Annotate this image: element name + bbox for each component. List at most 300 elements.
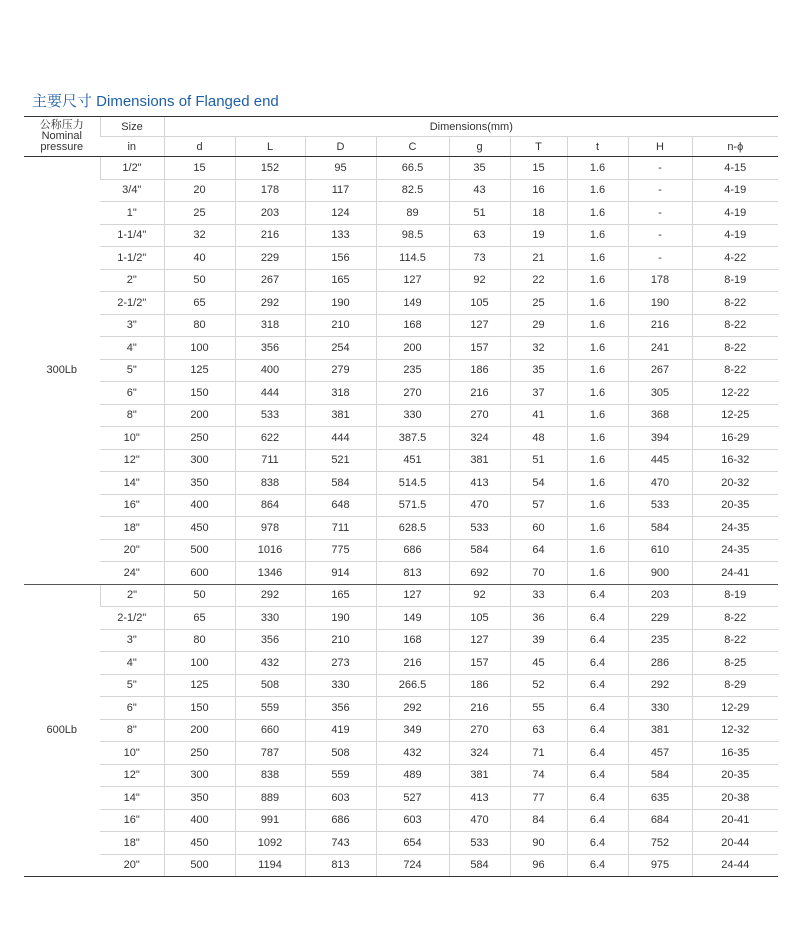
table-cell: 190 — [305, 607, 376, 630]
table-cell: 203 — [628, 584, 692, 607]
table-cell: 419 — [305, 719, 376, 742]
table-cell: 1.6 — [567, 337, 628, 360]
table-cell: 571.5 — [376, 494, 449, 517]
table-cell: 32 — [164, 224, 235, 247]
table-cell: 114.5 — [376, 247, 449, 270]
table-row — [24, 629, 778, 652]
table-cell: 157 — [449, 337, 510, 360]
table-cell: 40 — [164, 247, 235, 270]
table-cell: 77 — [510, 787, 567, 810]
header-size: Size — [100, 117, 164, 137]
table-cell: 270 — [376, 382, 449, 405]
table-cell: 6.4 — [567, 764, 628, 787]
table-cell: 210 — [305, 314, 376, 337]
table-cell: 250 — [164, 742, 235, 765]
table-cell: 305 — [628, 382, 692, 405]
table-cell: 889 — [235, 787, 305, 810]
table-cell: 4-22 — [692, 247, 778, 270]
table-cell: 584 — [449, 539, 510, 562]
size-cell: 18" — [100, 517, 164, 540]
table-cell: 743 — [305, 832, 376, 855]
table-cell: 1194 — [235, 854, 305, 877]
table-cell: - — [628, 157, 692, 180]
table-cell: 273 — [305, 652, 376, 675]
table-cell: - — [628, 224, 692, 247]
table-cell: 1.6 — [567, 292, 628, 315]
table-cell: 8-19 — [692, 269, 778, 292]
table-cell: 8-22 — [692, 292, 778, 315]
size-cell: 3" — [100, 629, 164, 652]
table-cell: 6.4 — [567, 809, 628, 832]
table-cell: 200 — [164, 719, 235, 742]
table-cell: 900 — [628, 562, 692, 585]
table-cell: 350 — [164, 787, 235, 810]
size-cell: 18" — [100, 832, 164, 855]
table-cell: 813 — [376, 562, 449, 585]
table-cell: 489 — [376, 764, 449, 787]
table-cell: 684 — [628, 809, 692, 832]
table-cell: 20-35 — [692, 764, 778, 787]
table-cell: 267 — [628, 359, 692, 382]
size-cell: 16" — [100, 494, 164, 517]
table-row — [24, 584, 778, 607]
table-cell: 1.6 — [567, 517, 628, 540]
table-cell: 210 — [305, 629, 376, 652]
table-cell: 400 — [235, 359, 305, 382]
table-cell: 603 — [305, 787, 376, 810]
table-row — [24, 247, 778, 270]
table-cell: 48 — [510, 427, 567, 450]
table-cell: 559 — [305, 764, 376, 787]
table-cell: 648 — [305, 494, 376, 517]
table-cell: 356 — [235, 337, 305, 360]
size-cell: 5" — [100, 674, 164, 697]
table-cell: 8-22 — [692, 607, 778, 630]
table-cell: 4-15 — [692, 157, 778, 180]
table-cell: 157 — [449, 652, 510, 675]
table-cell: 200 — [164, 404, 235, 427]
table-cell: 25 — [510, 292, 567, 315]
table-cell: 450 — [164, 517, 235, 540]
size-cell: 3/4" — [100, 179, 164, 202]
table-row — [24, 427, 778, 450]
table-cell: 57 — [510, 494, 567, 517]
table-cell: 451 — [376, 449, 449, 472]
table-cell: 24-35 — [692, 539, 778, 562]
table-cell: 1.6 — [567, 179, 628, 202]
table-cell: 216 — [235, 224, 305, 247]
table-cell: 90 — [510, 832, 567, 855]
table-cell: 387.5 — [376, 427, 449, 450]
table-cell: 711 — [235, 449, 305, 472]
table-cell: 521 — [305, 449, 376, 472]
table-cell: 533 — [235, 404, 305, 427]
table-row — [24, 539, 778, 562]
table-cell: 1.6 — [567, 539, 628, 562]
table-cell: 292 — [235, 292, 305, 315]
table-cell: 35 — [510, 359, 567, 382]
table-cell: 1.6 — [567, 494, 628, 517]
table-cell: 80 — [164, 314, 235, 337]
table-cell: 216 — [449, 697, 510, 720]
table-cell: 4-19 — [692, 224, 778, 247]
table-cell: 241 — [628, 337, 692, 360]
table-cell: 1.6 — [567, 449, 628, 472]
size-cell: 4" — [100, 652, 164, 675]
table-cell: 16-35 — [692, 742, 778, 765]
header-col-7: H — [628, 137, 692, 157]
table-cell: 8-25 — [692, 652, 778, 675]
table-cell: 444 — [235, 382, 305, 405]
table-cell: 686 — [376, 539, 449, 562]
size-cell: 20" — [100, 854, 164, 877]
size-cell: 12" — [100, 449, 164, 472]
size-cell: 2" — [100, 269, 164, 292]
header-col-0: d — [164, 137, 235, 157]
table-cell: 394 — [628, 427, 692, 450]
table-cell: 82.5 — [376, 179, 449, 202]
table-cell: 1.6 — [567, 202, 628, 225]
size-cell: 6" — [100, 697, 164, 720]
pressure-group — [24, 157, 778, 585]
table-cell: 12-32 — [692, 719, 778, 742]
table-cell: 533 — [449, 832, 510, 855]
table-cell: 4-19 — [692, 202, 778, 225]
table-cell: 8-22 — [692, 314, 778, 337]
table-cell: 71 — [510, 742, 567, 765]
header-col-6: t — [567, 137, 628, 157]
table-row — [24, 764, 778, 787]
table-cell: 514.5 — [376, 472, 449, 495]
table-row — [24, 652, 778, 675]
table-row — [24, 607, 778, 630]
table-cell: 54 — [510, 472, 567, 495]
table-cell: 8-22 — [692, 629, 778, 652]
size-cell: 24" — [100, 562, 164, 585]
table-cell: 813 — [305, 854, 376, 877]
table-cell: 500 — [164, 854, 235, 877]
table-cell: 186 — [449, 359, 510, 382]
table-cell: 178 — [628, 269, 692, 292]
table-cell: 100 — [164, 652, 235, 675]
table-cell: 50 — [164, 269, 235, 292]
table-cell: 92 — [449, 584, 510, 607]
table-cell: 6.4 — [567, 674, 628, 697]
table-cell: 991 — [235, 809, 305, 832]
table-cell: 508 — [235, 674, 305, 697]
table-cell: 292 — [235, 584, 305, 607]
table-cell: 89 — [376, 202, 449, 225]
table-cell: 775 — [305, 539, 376, 562]
table-cell: 33 — [510, 584, 567, 607]
table-row — [24, 269, 778, 292]
table-cell: 444 — [305, 427, 376, 450]
table-cell: 60 — [510, 517, 567, 540]
table-cell: 584 — [628, 517, 692, 540]
table-cell: 318 — [305, 382, 376, 405]
table-cell: 98.5 — [376, 224, 449, 247]
size-cell: 16" — [100, 809, 164, 832]
table-cell: 1346 — [235, 562, 305, 585]
table-cell: 267 — [235, 269, 305, 292]
table-row — [24, 517, 778, 540]
table-cell: 292 — [628, 674, 692, 697]
table-cell: 286 — [628, 652, 692, 675]
table-cell: 692 — [449, 562, 510, 585]
table-cell: 914 — [305, 562, 376, 585]
dimensions-table — [24, 116, 778, 877]
table-row — [24, 179, 778, 202]
table-cell: 559 — [235, 697, 305, 720]
table-cell: 24-35 — [692, 517, 778, 540]
size-cell: 1" — [100, 202, 164, 225]
table-cell: 600 — [164, 562, 235, 585]
table-cell: 24-41 — [692, 562, 778, 585]
table-cell: 6.4 — [567, 584, 628, 607]
header-col-5: T — [510, 137, 567, 157]
table-cell: 470 — [449, 494, 510, 517]
table-cell: 216 — [628, 314, 692, 337]
table-cell: 457 — [628, 742, 692, 765]
table-cell: 96 — [510, 854, 567, 877]
table-cell: 149 — [376, 607, 449, 630]
table-cell: 127 — [376, 269, 449, 292]
table-cell: 133 — [305, 224, 376, 247]
table-cell: 50 — [164, 584, 235, 607]
size-cell: 2" — [100, 584, 164, 607]
size-cell: 12" — [100, 764, 164, 787]
table-cell: 66.5 — [376, 157, 449, 180]
table-cell: 20-44 — [692, 832, 778, 855]
size-cell: 8" — [100, 404, 164, 427]
table-cell: 84 — [510, 809, 567, 832]
table-cell: 24-44 — [692, 854, 778, 877]
table-cell: 12-22 — [692, 382, 778, 405]
table-cell: 450 — [164, 832, 235, 855]
table-cell: 43 — [449, 179, 510, 202]
table-cell: 250 — [164, 427, 235, 450]
table-cell: 156 — [305, 247, 376, 270]
table-cell: 95 — [305, 157, 376, 180]
table-cell: 356 — [235, 629, 305, 652]
pressure-cell: 300Lb — [24, 157, 100, 585]
table-cell: 330 — [628, 697, 692, 720]
table-row — [24, 449, 778, 472]
table-cell: 1.6 — [567, 247, 628, 270]
table-cell: 1.6 — [567, 382, 628, 405]
table-cell: 381 — [628, 719, 692, 742]
table-cell: 25 — [164, 202, 235, 225]
table-cell: 724 — [376, 854, 449, 877]
table-cell: 686 — [305, 809, 376, 832]
table-cell: 1.6 — [567, 427, 628, 450]
table-cell: 787 — [235, 742, 305, 765]
table-cell: 300 — [164, 764, 235, 787]
table-header — [24, 117, 778, 157]
table-cell: 368 — [628, 404, 692, 427]
table-cell: 165 — [305, 269, 376, 292]
table-cell: 127 — [376, 584, 449, 607]
table-cell: 432 — [376, 742, 449, 765]
table-cell: 65 — [164, 292, 235, 315]
table-cell: 100 — [164, 337, 235, 360]
table-cell: 125 — [164, 674, 235, 697]
size-cell: 1-1/2" — [100, 247, 164, 270]
table-cell: 6.4 — [567, 719, 628, 742]
table-cell: 584 — [628, 764, 692, 787]
table-row — [24, 697, 778, 720]
table-cell: 330 — [235, 607, 305, 630]
table-cell: 15 — [164, 157, 235, 180]
table-cell: 1.6 — [567, 562, 628, 585]
table-cell: 165 — [305, 584, 376, 607]
table-cell: 63 — [510, 719, 567, 742]
table-cell: 413 — [449, 472, 510, 495]
table-cell: 35 — [449, 157, 510, 180]
table-cell: 1016 — [235, 539, 305, 562]
table-cell: 1.6 — [567, 157, 628, 180]
table-cell: 4-19 — [692, 179, 778, 202]
table-row — [24, 292, 778, 315]
table-cell: 6.4 — [567, 607, 628, 630]
table-cell: 266.5 — [376, 674, 449, 697]
table-cell: 16-32 — [692, 449, 778, 472]
header-col-2: D — [305, 137, 376, 157]
table-cell: 8-22 — [692, 359, 778, 382]
size-cell: 3" — [100, 314, 164, 337]
size-cell: 10" — [100, 742, 164, 765]
table-cell: 19 — [510, 224, 567, 247]
table-cell: 92 — [449, 269, 510, 292]
table-cell: 6.4 — [567, 697, 628, 720]
table-cell: 124 — [305, 202, 376, 225]
table-cell: 6.4 — [567, 629, 628, 652]
table-cell: 45 — [510, 652, 567, 675]
size-cell: 2-1/2" — [100, 607, 164, 630]
table-cell: 150 — [164, 382, 235, 405]
table-cell: 6.4 — [567, 854, 628, 877]
header-col-3: C — [376, 137, 449, 157]
table-cell: 55 — [510, 697, 567, 720]
table-row — [24, 157, 778, 180]
table-cell: 838 — [235, 764, 305, 787]
table-cell: 628.5 — [376, 517, 449, 540]
table-cell: 381 — [305, 404, 376, 427]
size-cell: 5" — [100, 359, 164, 382]
header-pressure — [24, 117, 100, 157]
table-cell: 29 — [510, 314, 567, 337]
table-cell: 381 — [449, 764, 510, 787]
table-cell: 168 — [376, 629, 449, 652]
table-cell: 584 — [305, 472, 376, 495]
table-cell: 8-22 — [692, 337, 778, 360]
table-cell: 711 — [305, 517, 376, 540]
table-cell: 15 — [510, 157, 567, 180]
table-cell: 292 — [376, 697, 449, 720]
table-row — [24, 494, 778, 517]
table-cell: 22 — [510, 269, 567, 292]
table-cell: 8-19 — [692, 584, 778, 607]
size-cell: 2-1/2" — [100, 292, 164, 315]
table-cell: 533 — [628, 494, 692, 517]
table-cell: - — [628, 202, 692, 225]
table-cell: 16 — [510, 179, 567, 202]
table-cell: 654 — [376, 832, 449, 855]
table-cell: 20 — [164, 179, 235, 202]
table-cell: 168 — [376, 314, 449, 337]
header-col-8: n-ϕ — [692, 137, 778, 157]
table-cell: 150 — [164, 697, 235, 720]
table-row — [24, 809, 778, 832]
size-cell: 10" — [100, 427, 164, 450]
table-row — [24, 337, 778, 360]
table-cell: 18 — [510, 202, 567, 225]
table-cell: 216 — [376, 652, 449, 675]
table-cell: 300 — [164, 449, 235, 472]
table-row — [24, 674, 778, 697]
table-cell: 508 — [305, 742, 376, 765]
size-cell: 4" — [100, 337, 164, 360]
table-cell: 752 — [628, 832, 692, 855]
table-cell: 235 — [376, 359, 449, 382]
table-row — [24, 472, 778, 495]
table-row — [24, 742, 778, 765]
table-cell: 978 — [235, 517, 305, 540]
size-cell: 14" — [100, 787, 164, 810]
table-cell: 125 — [164, 359, 235, 382]
table-cell: 216 — [449, 382, 510, 405]
table-cell: 324 — [449, 742, 510, 765]
table-cell: 12-29 — [692, 697, 778, 720]
table-cell: 622 — [235, 427, 305, 450]
table-cell: 1092 — [235, 832, 305, 855]
table-cell: 1.6 — [567, 314, 628, 337]
table-cell: 16-29 — [692, 427, 778, 450]
table-cell: 105 — [449, 292, 510, 315]
table-cell: 117 — [305, 179, 376, 202]
table-row — [24, 787, 778, 810]
table-cell: 6.4 — [567, 787, 628, 810]
table-cell: 1.6 — [567, 359, 628, 382]
table-cell: 270 — [449, 404, 510, 427]
table-cell: 610 — [628, 539, 692, 562]
table-cell: 1.6 — [567, 404, 628, 427]
table-cell: 73 — [449, 247, 510, 270]
table-cell: 500 — [164, 539, 235, 562]
table-cell: 279 — [305, 359, 376, 382]
table-cell: 20-32 — [692, 472, 778, 495]
table-cell: - — [628, 179, 692, 202]
table-cell: 229 — [235, 247, 305, 270]
size-cell: 1-1/4" — [100, 224, 164, 247]
table-cell: 152 — [235, 157, 305, 180]
table-cell: 21 — [510, 247, 567, 270]
table-cell: 1.6 — [567, 224, 628, 247]
table-cell: 229 — [628, 607, 692, 630]
table-cell: 470 — [628, 472, 692, 495]
pressure-cell: 600Lb — [24, 584, 100, 877]
table-cell: 6.4 — [567, 652, 628, 675]
table-cell: 186 — [449, 674, 510, 697]
table-cell: 270 — [449, 719, 510, 742]
table-cell: 235 — [628, 629, 692, 652]
table-cell: 52 — [510, 674, 567, 697]
header-pressure-en2: pressure — [40, 141, 84, 153]
table-cell: 318 — [235, 314, 305, 337]
table-cell: 70 — [510, 562, 567, 585]
header-col-1: L — [235, 137, 305, 157]
table-cell: 190 — [305, 292, 376, 315]
